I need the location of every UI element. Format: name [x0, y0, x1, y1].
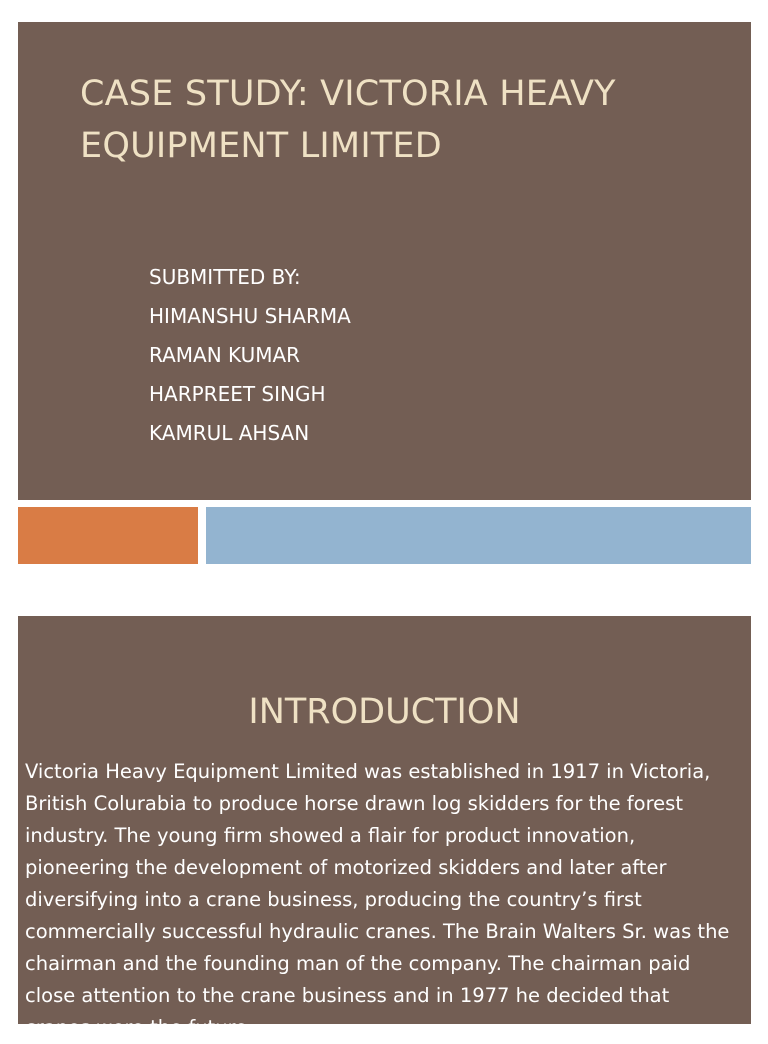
title-slide [18, 22, 751, 500]
author-line: HIMANSHU SHARMA [149, 304, 351, 328]
blue-accent-bar [206, 507, 751, 564]
introduction-body: Victoria Heavy Equipment Limited was established in 1917 in Victoria, British Colurabia to produce horse drawn log skidders for the forest industry. The young firm showed a flair for product innovation, pioneering the development of motorized skidders and later after diversifying into a crane business, producing the country’s first commercially successful hydraulic cranes. The Brain Walters Sr. was the chairman and the founding man of the company. The chairman paid close attention to the crane business and in 1977 he decided that cranes were the future [25, 760, 730, 1039]
author-line: KAMRUL AHSAN [149, 421, 310, 445]
author-line: HARPREET SINGH [149, 382, 326, 406]
author-line: RAMAN KUMAR [149, 343, 301, 367]
introduction-slide [18, 616, 751, 1039]
introduction-heading: INTRODUCTION [248, 692, 521, 732]
authors-list [149, 258, 351, 453]
author-line: SUBMITTED BY: [149, 265, 301, 289]
orange-accent-bar [18, 507, 198, 564]
slide-title: CASE STUDY: VICTORIA HEAVY EQUIPMENT LIMITED [80, 74, 616, 166]
